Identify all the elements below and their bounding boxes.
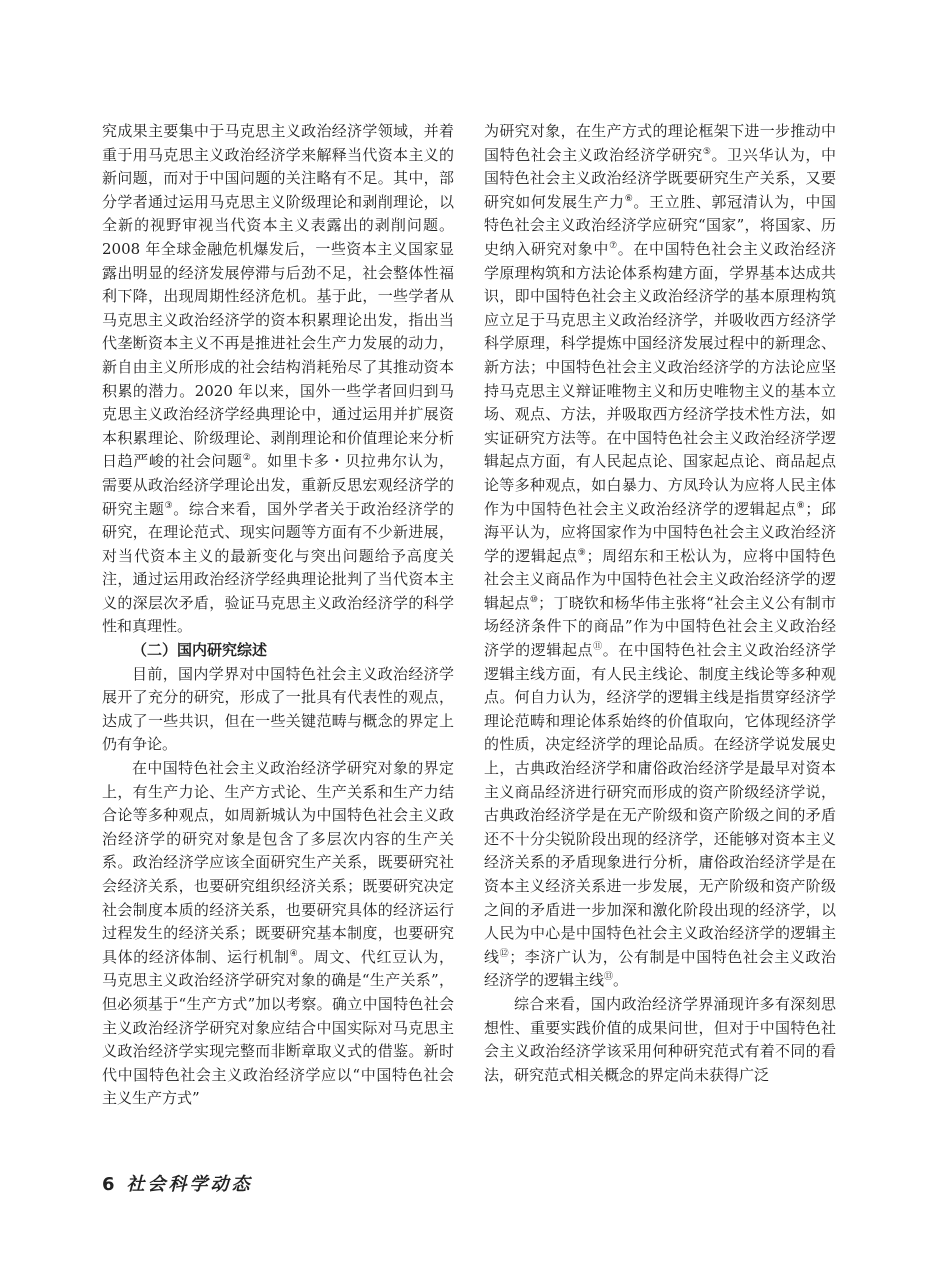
footnote-ref-12[interactable]: ⑫ xyxy=(499,948,510,959)
footnote-ref-9[interactable]: ⑨ xyxy=(577,547,587,558)
left-paragraph-2: 目前，国内学界对中国特色社会主义政治经济学展开了充分的研究，形成了一批具有代表性的观点，达成了一些共识，但在一些关键范畴与概念的界定上仍有争论。 xyxy=(102,664,454,754)
footnote-ref-6[interactable]: ⑥ xyxy=(624,193,634,204)
page-footer xyxy=(102,1170,253,1196)
footnote-ref-4[interactable]: ④ xyxy=(289,948,299,959)
footnote-ref-11[interactable]: ⑪ xyxy=(593,642,603,653)
left-paragraph-1: 究成果主要集中于马克思主义政治经济学领域，并着重于用马克思主义政治经济学来解释当代资本主义的新问题，而对于中国问题的关注略有不足。其中，部分学者通过运用马克思主义阶级理论和剥削理论，以全新的视野审视当代资本主义表露出的剥削问题。2008 年全球金融危机爆发后，一些资本主义国家显露出明显的经济发展停滞与后劲不足，社会整体性福利下降，出现周期性经济危机。基于此，一些学者从马克思主义政治经济学的资本积累理论出发，指出当代垄断资本主义不再是推进社会生产力发展的动力，新自由主义所形成的社会结构消耗殆尽了其推动资本积累的潜力。2020 年以来，国外一些学者回归到马克思主义政治经济学经典理论中，通过运用并扩展资本积累理论、阶级理论、剥削理论和价值理论来分析日趋严峻的社会问题②。如里卡多・贝拉弗尔认为，需要从政治经济学理论出发，重新反思宏观经济学的研究主题③。综合来看，国外学者关于政治经济学的研究，在理论范式、现实问题等方面有不少新进展，对当代资本主义的最新变化与突出问题给予高度关注，通过运用政治经济学经典理论批判了当代资本主义的深层次矛盾，验证马克思主义政治经济学的科学性和真理性。 xyxy=(102,122,454,636)
section-subheading: （二）国内研究综述 xyxy=(132,641,268,660)
footnote-ref-2[interactable]: ② xyxy=(242,453,252,464)
right-paragraph-2: 综合来看，国内政治经济学界涌现许多有深刻思想性、重要实践价值的成果问世，但对于中国特色社会主义政治经济学该采用何种研究范式有着不同的看法，研究范式相关概念的界定尚未获得广泛 xyxy=(484,994,836,1084)
footnote-ref-13[interactable]: ⑬ xyxy=(604,972,614,983)
footnote-ref-8[interactable]: ⑧ xyxy=(796,500,806,511)
footnote-ref-3[interactable]: ③ xyxy=(164,500,174,511)
right-paragraph-1: 为研究对象，在生产方式的理论框架下进一步推动中国特色社会主义政治经济学研究⑤。卫兴华认为，中国特色社会主义政治经济学既要研究生产关系，又要研究如何发展生产力⑥。王立胜、郭冠清认为，中国特色社会主义政治经济学应研究“国家”，将国家、历史纳入研究对象中⑦。在中国特色社会主义政治经济学原理构筑和方法论体系构建方面，学界基本达成共识，即中国特色社会主义政治经济学的基本原理构筑应立足于马克思主义政治经济学，并吸收西方经济学科学原理，科学提炼中国经济发展过程中的新理念、新方法；中国特色社会主义政治经济学的方法论应坚持马克思主义辩证唯物主义和历史唯物主义的基本立场、观点、方法，并吸取西方经济学技术性方法，如实证研究方法等。在中国特色社会主义政治经济学逻辑起点方面，有人民起点论、国家起点论、商品起点论等多种观点，如白暴力、方凤玲认为应将人民主体作为中国特色社会主义政治经济学的逻辑起点⑧；邱海平认为，应将国家作为中国特色社会主义政治经济学的逻辑起点⑨；周绍东和王松认为，应将中国特色社会主义商品作为中国特色社会主义政治经济学的逻辑起点⑩；丁晓钦和杨华伟主张将“社会主义公有制市场经济条件下的商品”作为中国特色社会主义政治经济学的逻辑起点⑪。在中国特色社会主义政治经济学逻辑主线方面，有人民主线论、制度主线论等多种观点。何自力认为，经济学的逻辑主线是指贯穿经济学理论范畴和理论体系始终的价值取向，它体现经济学的性质，决定经济学的理论品质。在经济学说发展史上，古典政治经济学和庸俗政治经济学是最早对资本主义商品经济进行研究而形成的资产阶级经济学说，古典政治经济学是在无产阶级和资产阶级之间的矛盾还不十分尖锐阶段出现的经济学，还能够对资本主义经济关系的矛盾现象进行分析，庸俗政治经济学是在资本主义经济关系进一步发展，无产阶级和资产阶级之间的矛盾进一步加深和激化阶段出现的经济学，以人民为中心是中国特色社会主义政治经济学的逻辑主线⑫；李济广认为，公有制是中国特色社会主义政治经济学的逻辑主线⑬。 xyxy=(484,122,836,990)
footnote-ref-7[interactable]: ⑦ xyxy=(609,240,618,251)
right-column xyxy=(484,120,836,1087)
footnote-ref-10[interactable]: ⑩ xyxy=(529,594,539,605)
left-paragraph-3: 在中国特色社会主义政治经济学研究对象的界定上，有生产力论、生产方式论、生产关系和生产力结合论等多种观点，如周新城认为中国特色社会主义政治经济学的研究对象是包含了多层次内容的生产关系。政治经济学应该全面研究生产关系，既要研究社会经济关系，也要研究组织经济关系；既要研究决定社会制度本质的经济关系，也要研究具体的经济运行过程发生的经济关系；既要研究基本制度，也要研究具体的经济体制、运行机制④。周文、代红豆认为，马克思主义政治经济学研究对象的确是“生产关系”，但必须基于“生产方式”加以考察。确立中国特色社会主义政治经济学研究对象应结合中国实际对马克思主义政治经济学实现完整而非断章取义式的借鉴。新时代中国特色社会主义政治经济学应以“中国特色社会主义生产方式” xyxy=(102,759,454,1108)
page-number: 6 xyxy=(102,1174,115,1195)
footnote-ref-5[interactable]: ⑤ xyxy=(702,146,712,157)
left-column xyxy=(102,120,454,1111)
journal-name: 社会科学动态 xyxy=(126,1174,253,1195)
